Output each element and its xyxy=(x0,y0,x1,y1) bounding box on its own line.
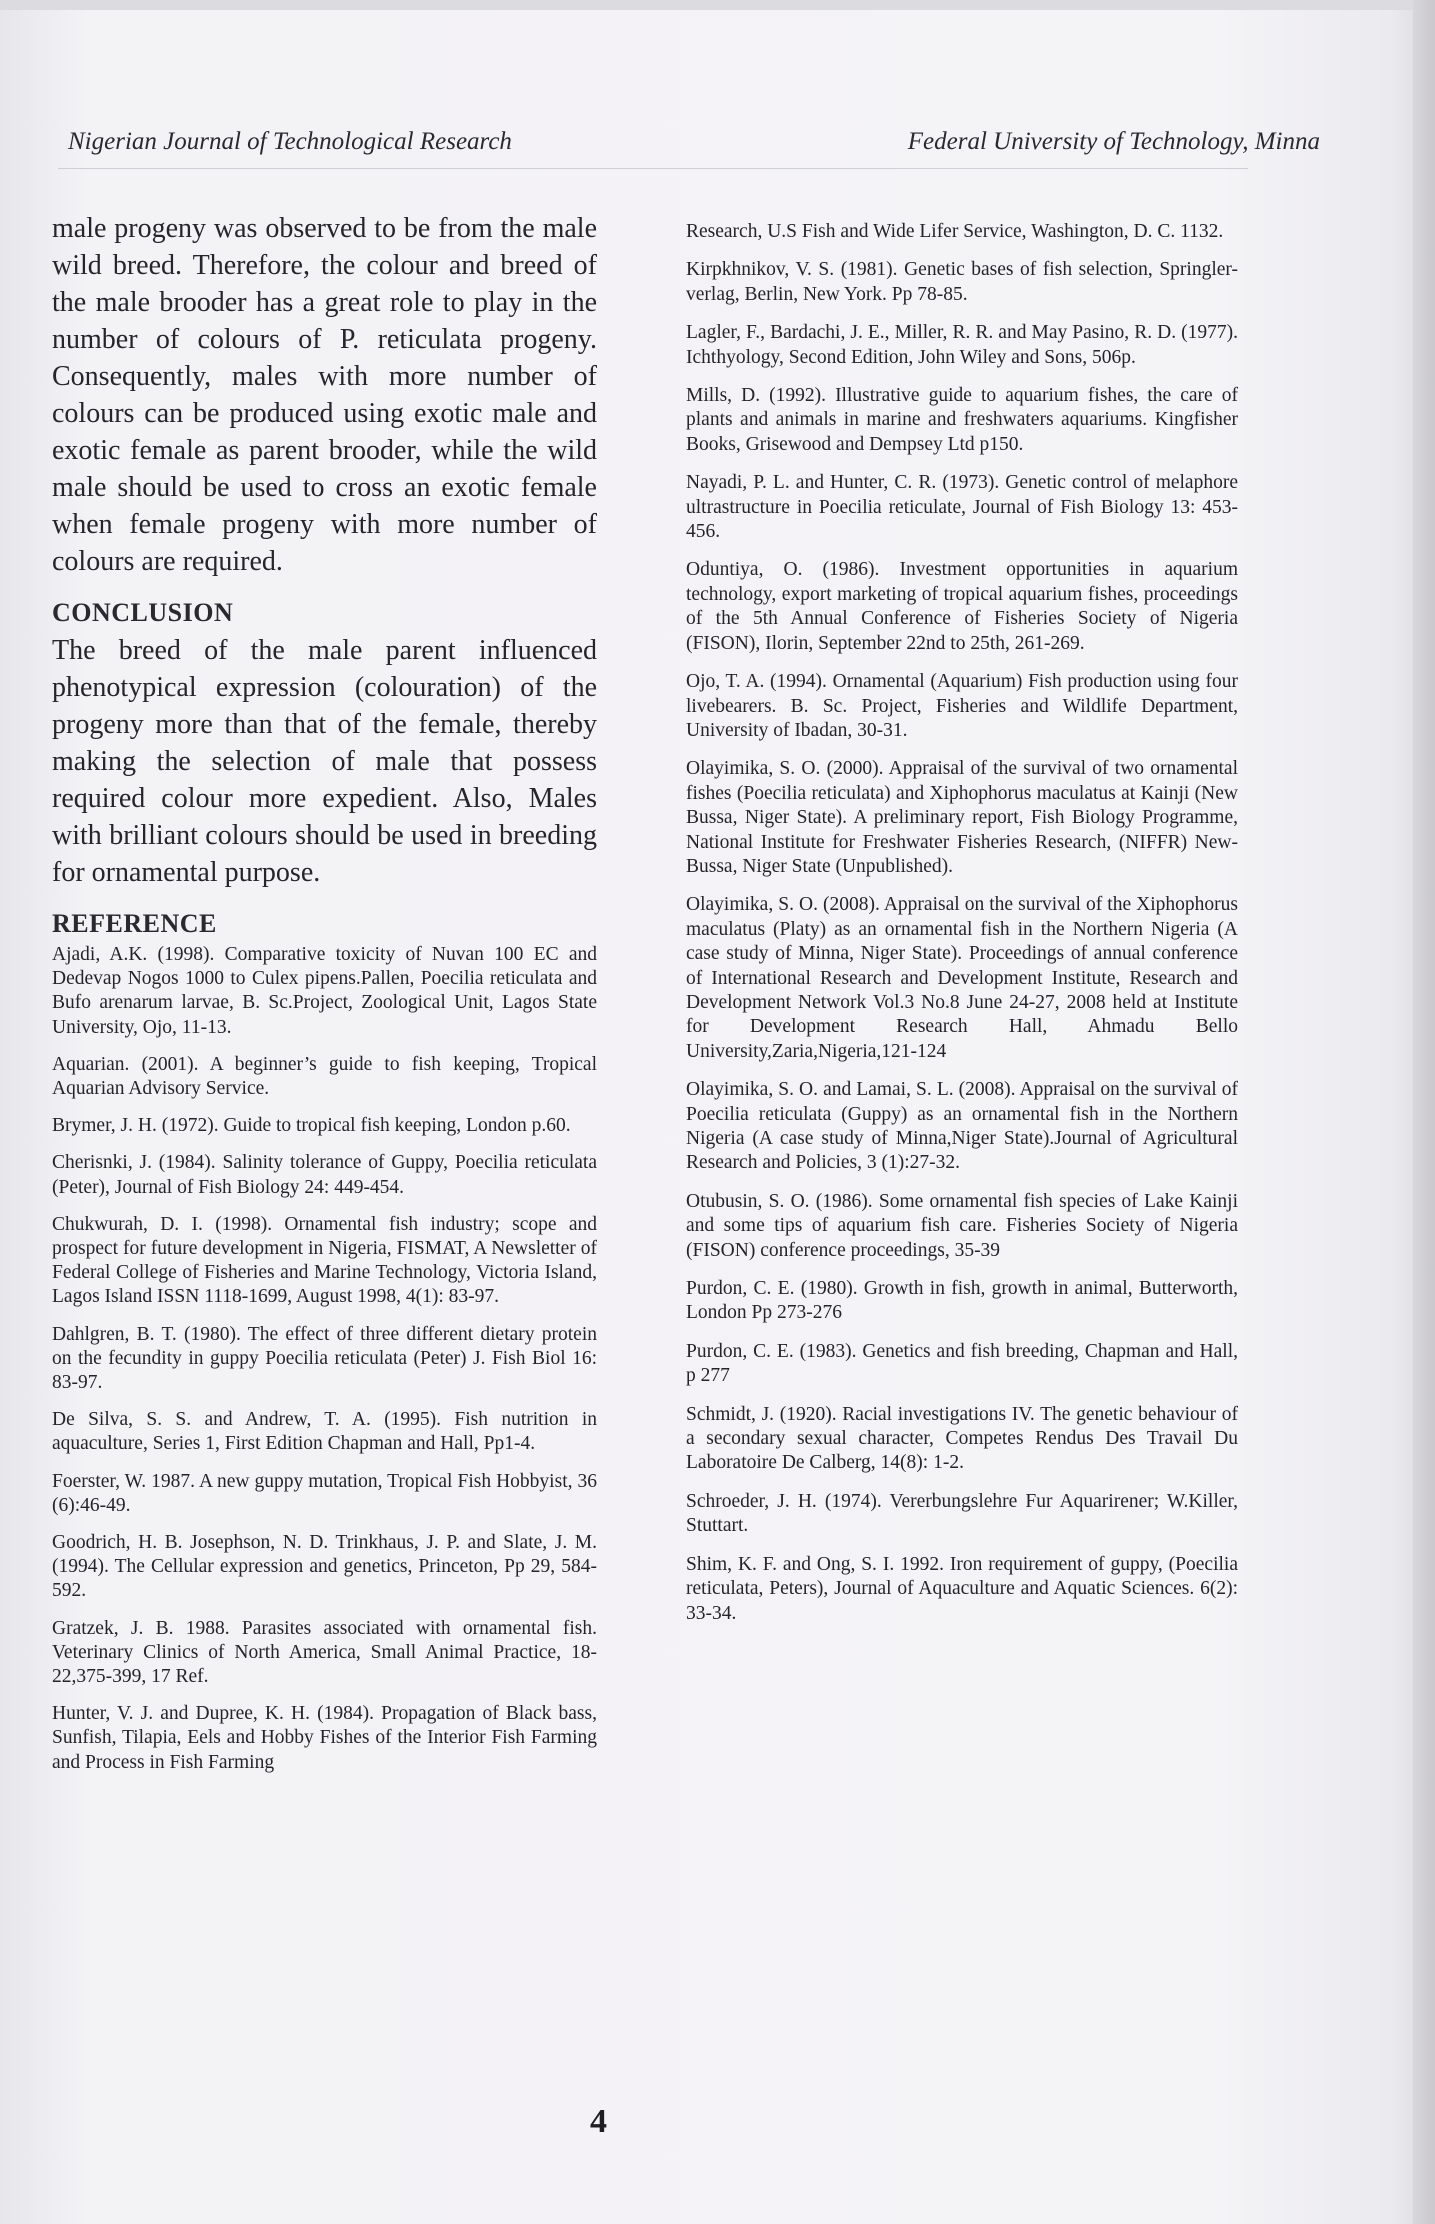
intro-paragraph: male progeny was observed to be from the male wild breed. Therefore, the colour and breed of the male brooder has a great role to play in the number of colours of P. reticulata progeny. Consequently, males with more number of colours can be produced using exotic male and exotic female as parent brooder, while the wild male should be used to cross an exotic female when female progeny with more number of colours are required. xyxy=(52,213,597,577)
reference-item: Schmidt, J. (1920). Racial investigations IV. The genetic behaviour of a secondary sexual character, Competes Rendus Des Travail Du Laboratoire De Calberg, 14(8): 1-2. xyxy=(686,1403,1238,1474)
reference-item: Nayadi, P. L. and Hunter, C. R. (1973). Genetic control of melaphore ultrastructure in Poecilia reticulate, Journal of Fish Biology 13: 453-456. xyxy=(686,472,1238,543)
reference-item: Aquarian. (2001). A beginner’s guide to fish keeping, Tropical Aquarian Advisory Service. xyxy=(52,1053,597,1100)
reference-item: Cherisnki, J. (1984). Salinity tolerance of Guppy, Poecilia reticulata (Peter), Journal of Fish Biology 24: 449-454. xyxy=(52,1152,597,1198)
conclusion-paragraph: The breed of the male parent influenced phenotypical expression (colouration) of the progeny more than that of the female, thereby making the selection of male that possess required colour more expedient. Also, Males with brilliant colours should be used in breeding for ornamental purpose. xyxy=(52,635,597,888)
reference-item: Oduntiya, O. (1986). Investment opportunities in aquarium technology, export marketing of tropical aquarium fishes, proceedings of the 5th Annual Conference of Fisheries Society of Nigeria (FISON), Ilorin, September 22nd to 25th, 261-269. xyxy=(686,559,1238,654)
reference-item: Purdon, C. E. (1983). Genetics and fish breeding, Chapman and Hall, p 277 xyxy=(686,1340,1238,1387)
reference-item: Foerster, W. 1987. A new guppy mutation, Tropical Fish Hobbyist, 36 (6):46-49. xyxy=(52,1470,597,1516)
header-rule xyxy=(58,168,1248,169)
page-top-edge xyxy=(0,0,1435,10)
reference-item: Brymer, J. H. (1972). Guide to tropical fish keeping, London p.60. xyxy=(52,1115,571,1137)
reference-item: Goodrich, H. B. Josephson, N. D. Trinkhaus, J. P. and Slate, J. M. (1994). The Cellular expression and genetics, Princeton, Pp 29, 584-592. xyxy=(52,1532,597,1602)
reference-item: Mills, D. (1992). Illustrative guide to aquarium fishes, the care of plants and animals in marine and freshwaters aquariums. Kingfisher Books, Grisewood and Dempsey Ltd p150. xyxy=(686,385,1238,455)
reference-item: Chukwurah, D. I. (1998). Ornamental fish industry; scope and prospect for future development in Nigeria, FISMAT, A Newsletter of Federal College of Fisheries and Marine Technology, Victoria Island, Lagos Island ISSN 1118-1699, August 1998, 4(1): 83-97. xyxy=(52,1213,597,1308)
conclusion-heading: CONCLUSION xyxy=(52,598,234,627)
page-right-edge xyxy=(1413,0,1435,2224)
journal-title: Nigerian Journal of Technological Research xyxy=(68,128,512,155)
page-number: 4 xyxy=(590,2103,607,2140)
right-column xyxy=(686,220,1238,1640)
reference-item: Kirpkhnikov, V. S. (1981). Genetic bases of fish selection, Springler-verlag, Berlin, New York. Pp 78-85. xyxy=(686,259,1238,305)
reference-item: Purdon, C. E. (1980). Growth in fish, growth in animal, Butterworth, London Pp 273-276 xyxy=(686,1278,1238,1324)
reference-item: Olayimika, S. O. and Lamai, S. L. (2008). Appraisal on the survival of Poecilia reticulata (Guppy) as an ornamental fish in the Northern Nigeria (A case study of Minna,Niger State).Journal of Agricultural Research and Policies, 3 (1):27-32. xyxy=(686,1079,1238,1174)
reference-item: Dahlgren, B. T. (1980). The effect of three different dietary protein on the fecundity in guppy Poecilia reticulata (Peter) J. Fish Biol 16: 83-97. xyxy=(52,1323,597,1394)
reference-item: Ojo, T. A. (1994). Ornamental (Aquarium) Fish production using four livebearers. B. Sc. Project, Fisheries and Wildlife Department, University of Ibadan, 30-31. xyxy=(686,671,1238,741)
reference-item: Gratzek, J. B. 1988. Parasites associated with ornamental fish. Veterinary Clinics of North America, Small Animal Practice, 18-22,375-399, 17 Ref. xyxy=(52,1617,597,1688)
reference-heading: REFERENCE xyxy=(52,909,217,938)
reference-item: Otubusin, S. O. (1986). Some ornamental fish species of Lake Kainji and some tips of aquarium fish care. Fisheries Society of Nigeria (FISON) conference proceedings, 35-39 xyxy=(686,1190,1238,1261)
running-header xyxy=(68,128,1320,156)
reference-item: Schroeder, J. H. (1974). Vererbungslehre Fur Aquarirener; W.Killer, Stuttart. xyxy=(686,1490,1238,1537)
reference-item: Ajadi, A.K. (1998). Comparative toxicity of Nuvan 100 EC and Dedevap Nogos 1000 to Culex pipens.Pallen, Poecilia reticulata and Bufo arenarum larvae, B. Sc.Project, Zoological Unit, Lagos State University, Ojo, 11-13. xyxy=(52,944,597,1038)
reference-item: Hunter, V. J. and Dupree, K. H. (1984). Propagation of Black bass, Sunfish, Tilapia, Eels and Hobby Fishes of the Interior Fish Farming and Process in Fish Farming xyxy=(52,1703,597,1773)
reference-item: Lagler, F., Bardachi, J. E., Miller, R. R. and May Pasino, R. D. (1977). Ichthyology, Second Edition, John Wiley and Sons, 506p. xyxy=(686,322,1238,368)
reference-item: De Silva, S. S. and Andrew, T. A. (1995). Fish nutrition in aquaculture, Series 1, First Edition Chapman and Hall, Pp1-4. xyxy=(52,1409,597,1455)
reference-item: Olayimika, S. O. (2000). Appraisal of the survival of two ornamental fishes (Poecilia reticulata) and Xiphophorus maculatus at Kainji (New Bussa, Niger State). A preliminary report, Fish Biology Programme, National Institute for Freshwater Fisheries Research, (NIFFR) New-Bussa, Niger State (Unpublished). xyxy=(686,758,1238,877)
institution-name: Federal University of Technology, Minna xyxy=(907,128,1320,155)
reference-item: Olayimika, S. O. (2008). Appraisal on the survival of the Xiphophorus maculatus (Platy) as an ornamental fish in the Northern Nigeria (A case study of Minna, Niger State). Proceedings of annual conference of International Research and Development Institute, Research and Development Network Vol.3 No.8 June 24-27, 2008 held at Institute for Development Research Hall, Ahmadu Bello University,Zaria,Nigeria,121-124 xyxy=(686,894,1238,1062)
reference-item: Shim, K. F. and Ong, S. I. 1992. Iron requirement of guppy, (Poecilia reticulata, Peters), Journal of Aquaculture and Aquatic Sciences. 6(2): 33-34. xyxy=(686,1553,1238,1624)
left-column xyxy=(52,210,597,1788)
reference-item: Research, U.S Fish and Wide Lifer Service, Washington, D. C. 1132. xyxy=(686,221,1224,242)
